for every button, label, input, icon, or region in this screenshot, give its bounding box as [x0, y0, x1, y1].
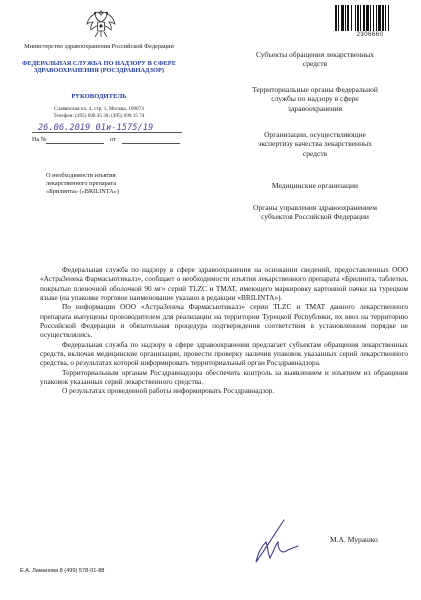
subject-line-2: лекарственного препарата — [46, 180, 117, 188]
sender-address: Славянская пл. 4, стр. 1, Москва, 109074 — [54, 106, 144, 112]
recipient-2: Территориальные органы Федеральной службы по надзору в сфере здравоохранения — [252, 85, 378, 113]
handwritten-date-number: 26.06.2019 01и-1575/19 — [38, 122, 154, 132]
head-title: РУКОВОДИТЕЛЬ — [71, 93, 127, 100]
date-underline — [32, 132, 182, 133]
body-paragraph-2: По информации ООО «АстраЗенека Фармасьютикалз» серии TLZC и TMAT данного лекарственного препарата выпущены производителем для реализации на территории Турецкой Республики, их ввоз на территорию Российской Федерации и обязательная процедура подтверждения соответствия в установленном порядке не осуществлялись. — [40, 302, 408, 340]
body-paragraph-4: Территориальным органам Росздравнадзора обеспечить контроль за выявлением и изъятием из обращения упаковок указанных серий лекарственного средства. — [40, 367, 408, 386]
handwritten-signature — [248, 518, 308, 566]
letter-body — [40, 265, 408, 396]
executor-footer: Е.А. Ламанова 8 (499) 578-01-88 — [20, 568, 105, 574]
agency-name: ФЕДЕРАЛЬНАЯ СЛУЖБА ПО НАДЗОРУ В СФЕРЕ ЗДРАВООХРАНЕНИЯ (РОСЗДРАВНАДЗОР) — [22, 60, 176, 75]
ministry-name: Министерство здравоохранения Российской Федерации — [24, 43, 174, 50]
signer-name: М.А. Мурашко — [330, 535, 378, 544]
sender-address-block — [18, 106, 180, 120]
body-paragraph-3: Федеральная служба по надзору в сфере здравоохранения предлагает субъектам обращения лекарственных средств, включая медицинские организации, провести проверку наличия упаковок указанных серий лекарственного средства, о результатах которой информировать территориальный орган Росздравнадзора. — [40, 339, 408, 368]
subject-line-3: «Брилинта» («BRILINTA») — [46, 188, 119, 196]
recipient-1: Субъекты обращения лекарственных средств — [255, 50, 375, 69]
na-label: На № — [32, 136, 47, 143]
from-line — [122, 143, 180, 144]
sender-phone: Телефон: (495) 698 45 38; (495) 698 15 74 — [53, 112, 145, 119]
recipient-4: Медицинские организации — [271, 181, 359, 190]
barcode — [335, 5, 405, 31]
reference-number-row — [32, 136, 182, 146]
subject-line-1: О необходимости изъятия — [46, 172, 116, 179]
recipient-5: Органы управления здравоохранением субъектов Российской Федерации — [252, 203, 377, 222]
na-line — [46, 143, 104, 144]
barcode-number: 2306660 — [356, 32, 384, 38]
coat-of-arms-emblem — [84, 8, 118, 40]
recipient-3: Организации, осуществляющие экспертизу качества лекарственных средств — [258, 130, 372, 158]
subject-block — [46, 172, 186, 197]
body-paragraph-1: Федеральная служба по надзору в сфере здравоохранения на основании сведений, предоставленных ООО «АстраЗенека Фармасьютикалз», сообщает о необходимости изъятия лекарственного препарата «Брилинта, таблетки, покрытые пленочной оболочкой 90 мг» серий TLZC и TMAT, имеющего маркировку картонной пачки на турецком языке (на упаковке торговое наименование указано в редакции «BRILINTA»). — [40, 265, 408, 302]
from-label: от — [110, 136, 116, 143]
body-paragraph-5: О результатах проведенной работы информировать Росздравнадзор. — [62, 386, 275, 396]
